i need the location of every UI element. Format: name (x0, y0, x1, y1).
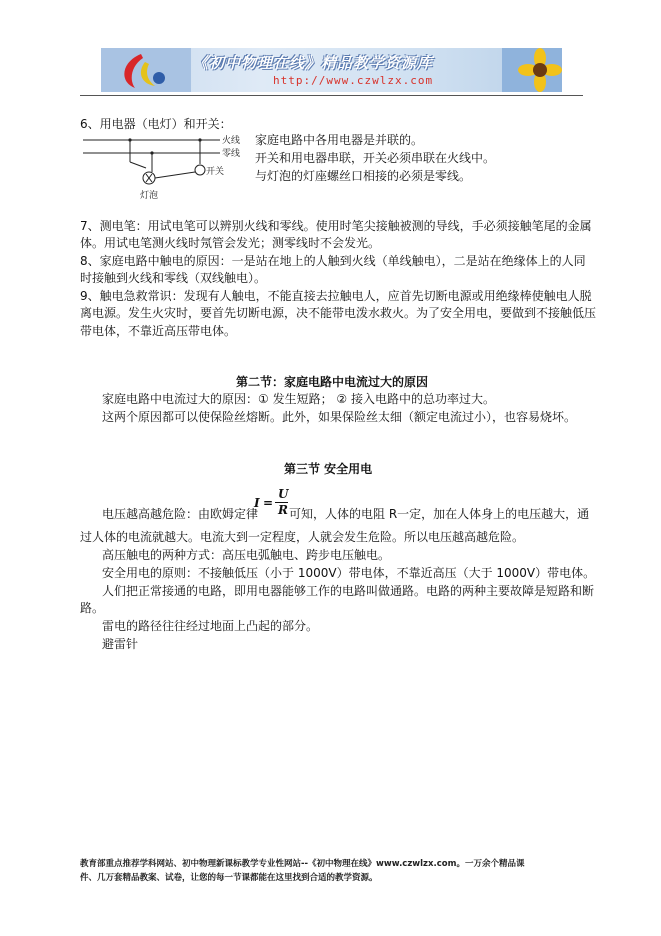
live-wire-label: 火线 (222, 136, 241, 146)
paragraph-line: 雷电的路径往往经过地面上凸起的部分。 (102, 619, 319, 633)
sunflower-icon (502, 48, 562, 92)
paragraph-line: 时接触到火线和零线（双线触电）。 (80, 271, 267, 285)
paragraph-line: 路。 (80, 601, 105, 615)
note-line: 与灯泡的灯座螺丝口相接的必须是零线。 (255, 169, 472, 183)
note-line: 开关和用电器串联，开关必须串联在火线中。 (255, 151, 496, 165)
paragraph-line: 家庭电路中电流过大的原因：① 发生短路； ② 接入电路中的总功率过大。 (102, 392, 495, 406)
paragraph-line: 避雷针 (102, 637, 139, 651)
paragraph-line: 8、家庭电路中触电的原因：一是站在地上的人触到火线（单线触电），二是站在绝缘体上的人同 (80, 254, 586, 268)
footer-line: 件、几万套精品教案、试卷，让您的每一节课都能在这里找到合适的教学资源。 (80, 873, 378, 883)
formula-resistance: R (278, 503, 288, 517)
section2-title: 第二节：家庭电路中电流过大的原因 (236, 375, 429, 389)
site-banner (101, 48, 562, 92)
formula-equals: = (263, 496, 274, 510)
ohm-formula (254, 487, 290, 519)
paragraph-line: 7、测电笔：用试电笔可以辨别火线和零线。使用时笔尖接触被测的导线，手必须接触笔尾的金属 (80, 219, 592, 233)
header-divider (80, 95, 583, 96)
ohm-line-start: 电压越高越危险：由欧姆定律 (102, 507, 259, 521)
formula-current: I (254, 496, 260, 510)
household-circuit-diagram (80, 132, 250, 202)
paragraph-line: 人们把正常接通的电路，即用电器能够工作的电路叫做通路。电路的两种主要故障是短路和断 (102, 584, 595, 598)
site-logo-icon (101, 48, 191, 92)
section6-heading: 6、用电器（电灯）和开关： (80, 117, 232, 131)
bulb-label: 灯泡 (140, 191, 159, 201)
section3-title: 第三节 安全用电 (284, 462, 373, 476)
paragraph-line: 高压触电的两种方式：高压电弧触电、跨步电压触电。 (102, 548, 391, 562)
paragraph-line: 过人体的电流就越大。电流大到一定程度，人就会发生危险。所以电压越高越危险。 (80, 530, 525, 544)
paragraph-line: 体。用试电笔测火线时氖管会发光；测零线时不会发光。 (80, 236, 381, 250)
ohm-line-end: 可知，人体的电阻 R一定，加在人体身上的电压越大，通 (289, 507, 590, 521)
paragraph-line: 带电体，不靠近高压带电体。 (80, 324, 237, 338)
neutral-wire-label: 零线 (222, 149, 241, 159)
formula-voltage: U (278, 487, 289, 501)
footer-line: 教育部重点推荐学科网站、初中物理新课标教学专业性网站--《初中物理在线》www.czwlzx.com。一万余个精品课 (80, 859, 525, 869)
page-footer (80, 857, 585, 885)
switch-label: 开关 (206, 167, 225, 177)
paragraph-line: 安全用电的原则：不接触低压（小于 1000V）带电体，不靠近高压（大于 1000V）带电体。 (102, 566, 596, 580)
paragraph-line: 这两个原因都可以使保险丝熔断。此外，如果保险丝太细（额定电流过小），也容易烧坏。 (102, 410, 577, 424)
paragraph-line: 离电源。发生火灾时，要首先切断电源，决不能带电泼水救火。为了安全用电，要做到不接触低压 (80, 306, 597, 320)
banner-url[interactable]: http://www.czwlzx.com (273, 74, 434, 87)
banner-title: 《初中物理在线》精品教学资源库 (193, 54, 434, 72)
paragraph-line: 9、触电急救常识：发现有人触电，不能直接去拉触电人，应首先切断电源或用绝缘棒使触电人脱 (80, 289, 592, 303)
note-line: 家庭电路中各用电器是并联的。 (255, 133, 424, 147)
